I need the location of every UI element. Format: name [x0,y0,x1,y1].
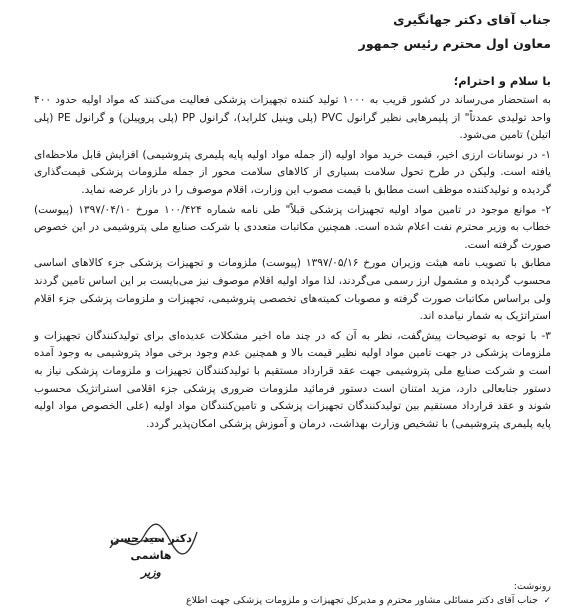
addressee-name: جناب آقای دکتر جهانگیری [393,12,551,27]
intro-paragraph: به استحضار می‌رساند در کشور قریب به ۱۰۰۰ تولید کننده تجهیزات پزشکی فعالیت می‌کنند که مواد اولیه حدود ۴۰۰ واحد تولیدی عمدتاً" از پلیمرهایی نظیر گرانول PVC (پلی وینیل کلراید)، گرانول PP (پلی پروپیلن) و گرانول PE (پلی اتیلن) تامین می‌شود. [34,94,551,142]
cc-label: رونوشت: [513,581,551,592]
cc-item-text: جناب آقای دکتر مسائلی مشاور محترم و مدیرکل تجهیزات و ملزومات پزشکی جهت اطلاع [185,595,538,606]
item-3-paragraph: ۳- با توجه به توضیحات پیش‌گفت، نظر به آن که در چند ماه اخیر مشکلات عدیده‌ای برای تولیدکنندگان تجهیزات و ملزومات پزشکی در جهت تامین مواد اولیه نظیر قیمت بالا و همچنین عدم وجود برخی مواد پتروشیمی به وجود آمده است و شرکت صنایع ملی پتروشیمی جهت عقد قرارداد مستقیم با تولیدکنندگان تجهیزات و ملزومات پزشکی نیاز به دستور جنابعالی دارد، مزید امتنان است دستور فرمائید ملزومات ضروری پزشکی جزء اقلامی استراتژیک محسوب شوند و عقد قرارداد مستقیم بین تولیدکنندگان تجهیزات پزشکی و تامین‌کنندگان مواد اولیه (علی الخصوص مواد اولیه پایه پلیمری پتروشیمی) با تشخیص وزارت بهداشت، درمان و آموزش پزشکی امکان‌پذیر گردد. [34,329,551,430]
signature-block [96,530,206,581]
signer-title: وزیر [141,566,161,579]
check-icon: ✓ [543,595,551,606]
signer-name: دکتر سید حسن هاشمی [110,532,192,562]
cc-block [31,580,551,608]
greeting: با سلام و احترام؛ [453,74,551,88]
item-2-paragraph: ۲- موانع موجود در تامین مواد اولیه تجهیزات پزشکی قبلاً" طی نامه شماره ۱۰۰/۴۲۴ مورخ ۱۳۹۷/۰۴/۱۰ (پیوست) خطاب به وزیر محترم نفت اعلام شده است. همچنین مکاتبات متعددی با شرکت صنایع ملی پتروشیمی در این خصوص صورت گرفته است. [34,203,552,251]
item-2-continuation: مطابق با تصویب نامه هیئت وزیران مورخ ۱۳۹۷/۰۵/۱۶ (پیوست) ملزومات و تجهیزات پزشکی جزء کالاهای اساسی محسوب گردیده و مشمول ارز رسمی می‌گردند، لذا مواد اولیه اقلام موصوف نیز می‌بایست بر این اساس تامین گردند ولی براساس مکاتبات صورت گرفته و مصوبات کمیته‌های تخصصی پتروشیمی، تجهیزات و ملزومات پزشکی جزء اقلام استراتژیک به شمار نیامده اند. [34,257,551,323]
item-1-paragraph: ۱- در نوسانات ارزی اخیر، قیمت خرید مواد اولیه (از جمله مواد اولیه پایه پلیمری پتروشیمی) افزایش قابل ملاحظه‌ای یافته است. ولیکن در طرح تحول سلامت بسیاری از کالاهای سلامت محور از جمله ملزومات پزشکی قیمت‌گذاری گردیده و تولیدکننده موظف است مطابق با قیمت مصوب این وزارت، اقلام موصوف را در بازار عرضه نماید. [34,148,551,196]
addressee-title: معاون اول محترم رئیس جمهور [358,36,551,51]
addressee-block [34,8,551,56]
cc-item [31,594,551,608]
